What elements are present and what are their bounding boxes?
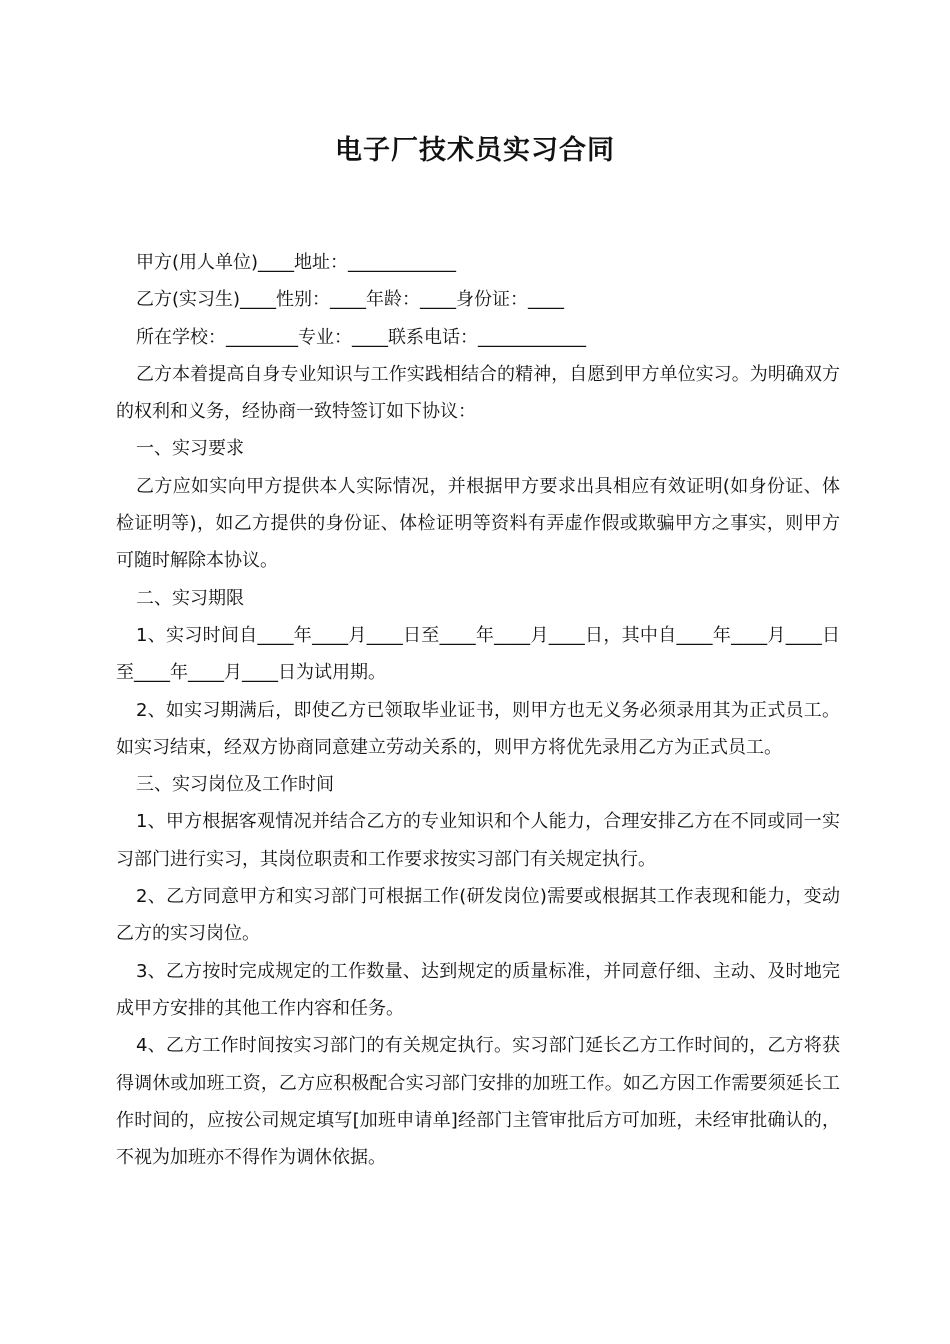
section-heading-requirements: 一、实习要求: [136, 438, 244, 460]
position-clause-2: 2、乙方同意甲方和实习部门可根据工作(研发岗位)需要或根据其工作表现和能力，变动乙方的实习岗位。: [116, 886, 840, 945]
party-a-line: 甲方(用人单位)____地址：____________: [136, 252, 457, 273]
party-b-line: 乙方(实习生)____性别：____年龄：____身份证：____: [136, 289, 565, 311]
document-title: 电子厂技术员实习合同: [335, 135, 615, 166]
period-clause-1: 1、实习时间自____年____月____日至____年____月____日，其中自____年____月____日至____年____月____日为试用期。: [116, 624, 840, 684]
section-heading-position: 三、实习岗位及工作时间: [136, 774, 334, 796]
position-clause-1: 1、甲方根据客观情况并结合乙方的专业知识和个人能力，合理安排乙方在不同或同一实习部门进行实习，其岗位职责和工作要求按实习部门有关规定执行。: [116, 811, 840, 870]
period-clause-2: 2、如实习期满后，即使乙方已领取毕业证书，则甲方也无义务必须录用其为正式员工。如实习结束，经双方协商同意建立劳动关系的，则甲方将优先录用乙方为正式员工。: [116, 699, 840, 758]
document-body: [116, 244, 840, 1176]
section-heading-period: 二、实习期限: [136, 587, 244, 609]
position-clause-3: 3、乙方按时完成规定的工作数量、达到规定的质量标准，并同意仔细、主动、及时地完成甲方安排的其他工作内容和任务。: [116, 960, 840, 1019]
position-clause-4: 4、乙方工作时间按实习部门的有关规定执行。实习部门延长乙方工作时间的，乙方将获得调休或加班工资，乙方应积极配合实习部门安排的加班工作。如乙方因工作需要须延长工作时间的，应按公司规定填写[加班申请单]经部门主管审批后方可加班，未经审批确认的，不视为加班亦不得作为调休依据。: [116, 1035, 840, 1169]
preamble-paragraph: 乙方本着提高自身专业知识与工作实践相结合的精神，自愿到甲方单位实习。为明确双方的权利和义务，经协商一致特签订如下协议：: [116, 363, 840, 423]
school-line: 所在学校：________专业：____联系电话：____________: [136, 326, 586, 348]
requirements-paragraph: 乙方应如实向甲方提供本人实际情况，并根据甲方要求出具相应有效证明(如身份证、体检证明等)，如乙方提供的身份证、体检证明等资料有弄虚作假或欺骗甲方之事实，则甲方可随时解除本协议。: [116, 475, 840, 572]
